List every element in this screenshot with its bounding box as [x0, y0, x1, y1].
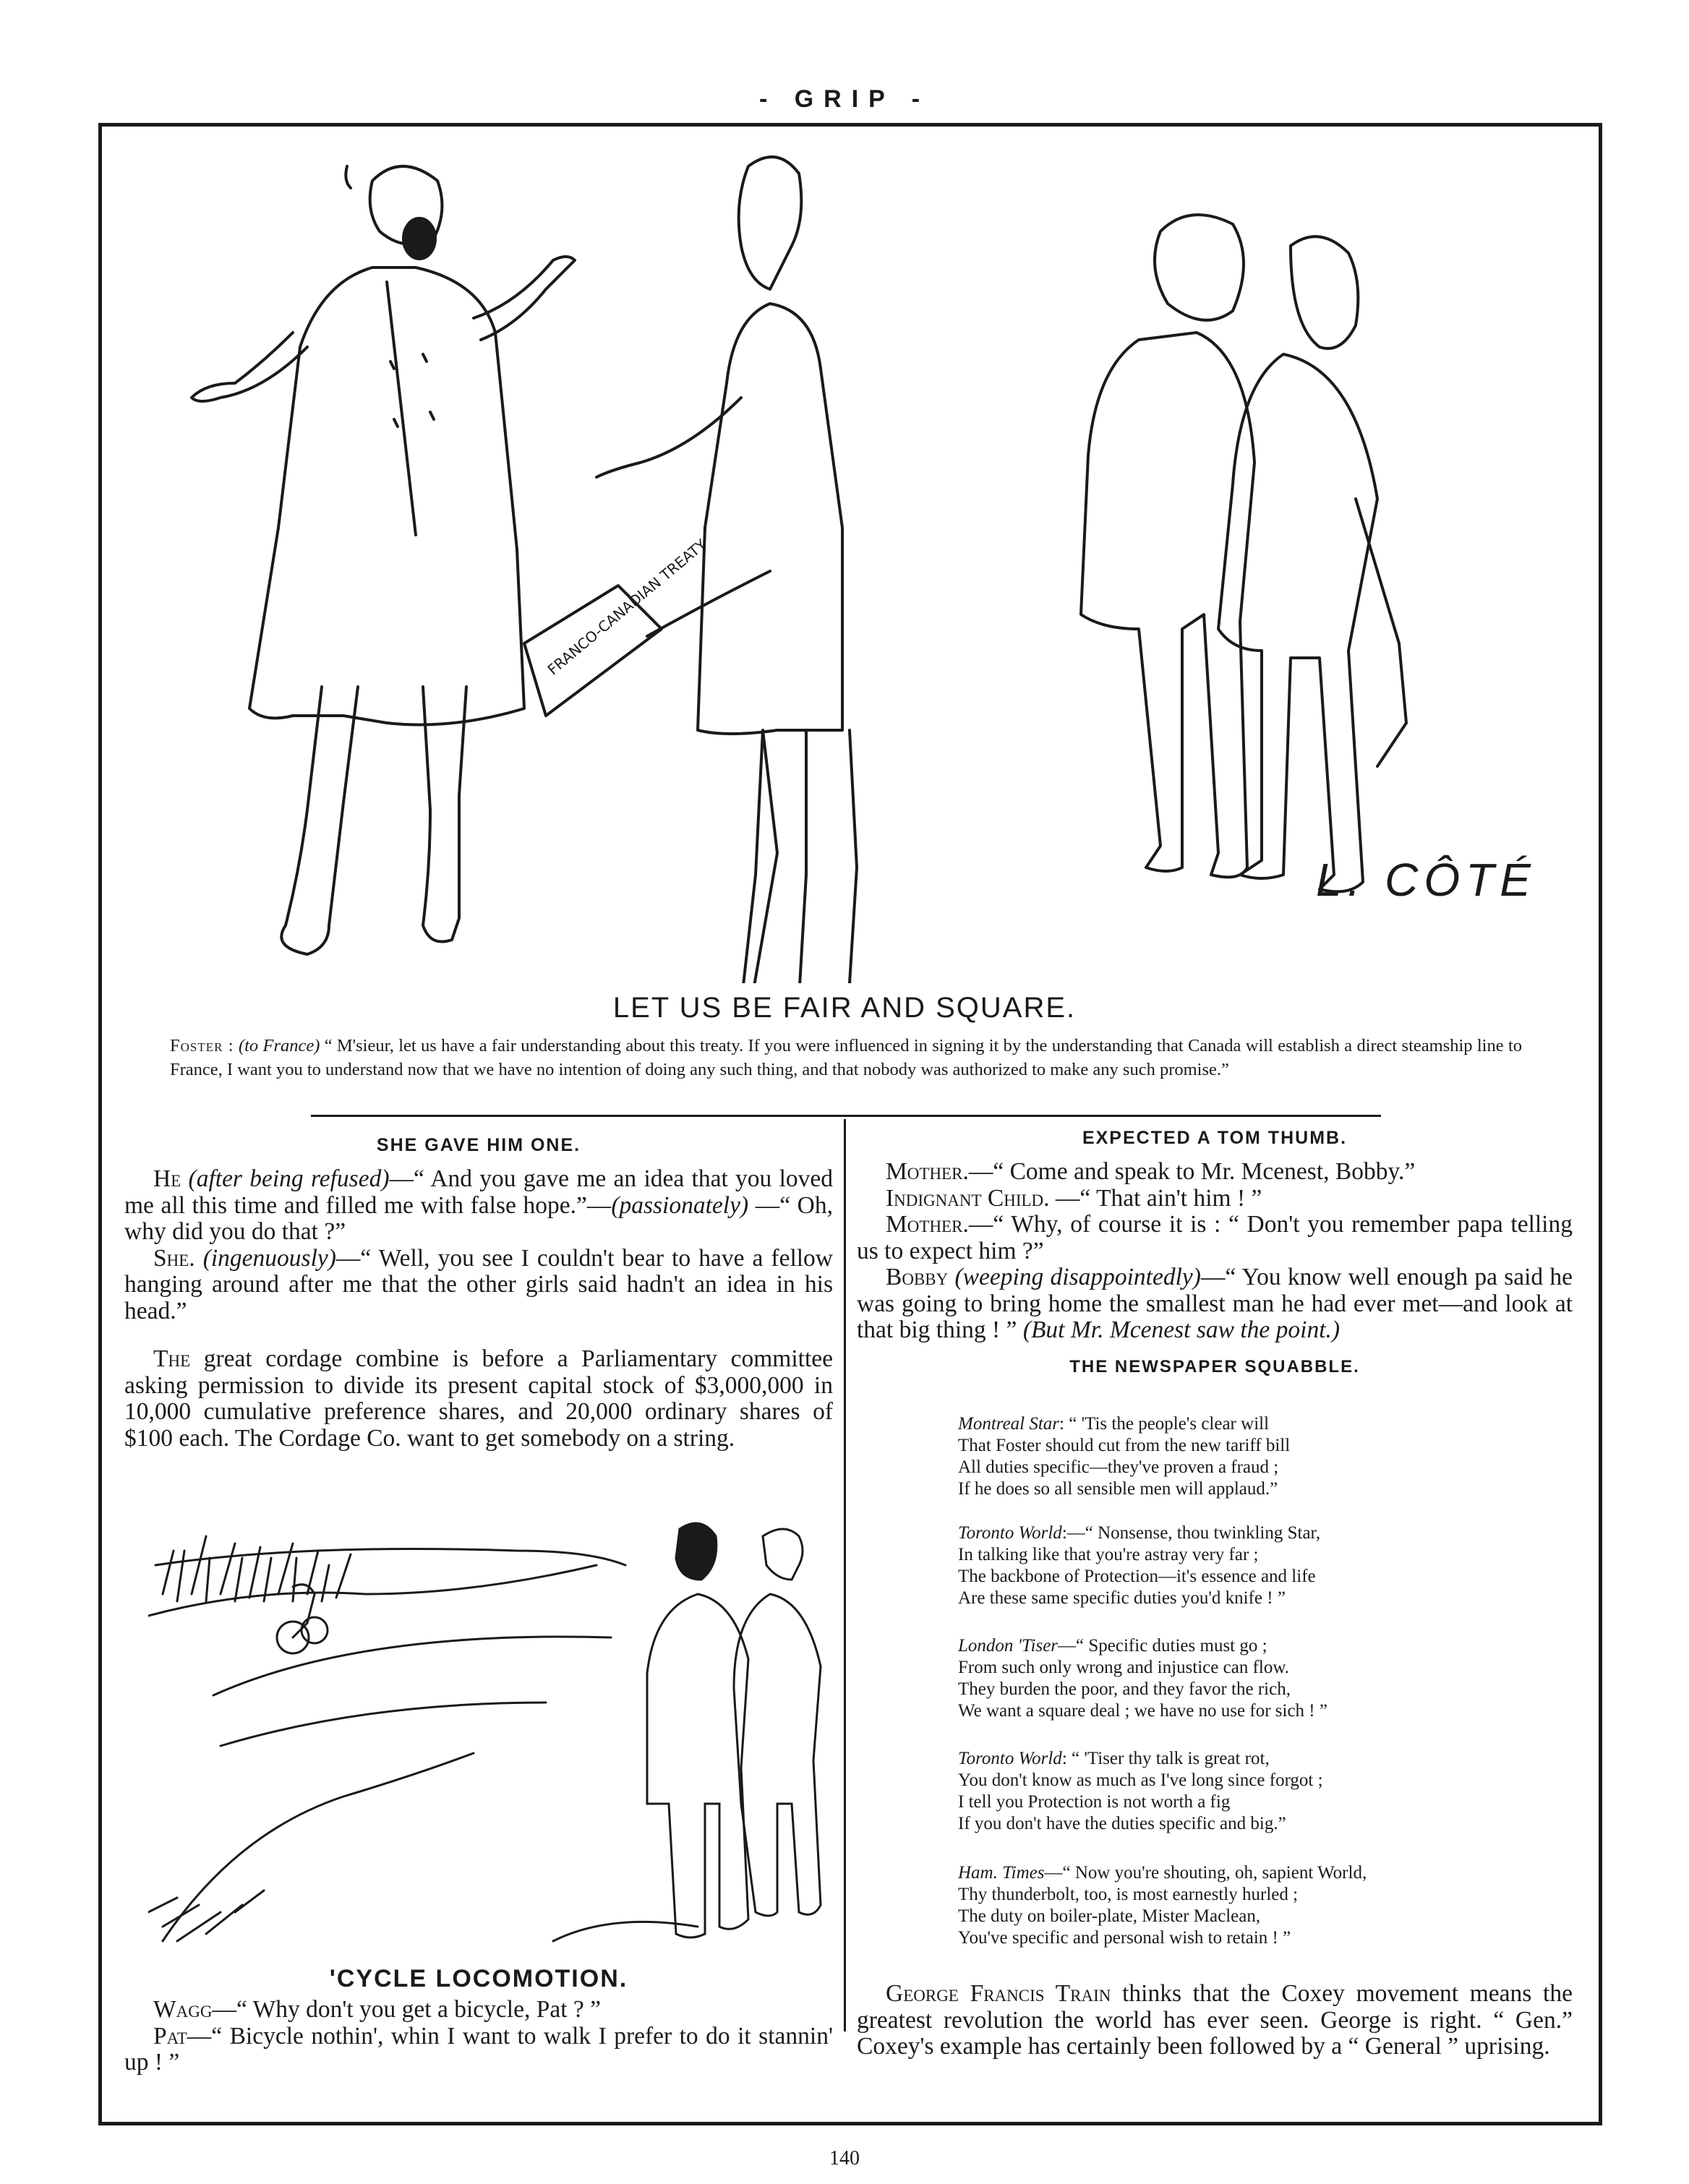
treaty-text: FRANCO-CANADIAN TREATY: [544, 535, 710, 679]
train-paragraph-block: [857, 1981, 1573, 2060]
cordage-lead: The: [153, 1345, 191, 1372]
stanza-line: The duty on boiler-plate, Mister Maclean,: [958, 1906, 1261, 1926]
speaker-bobby: Bobby: [886, 1264, 949, 1290]
mother-text-2: —“ Why, of course it is : “ Don't you remember papa telling us to expect him ?”: [857, 1211, 1573, 1264]
stanza-line: : “ 'Tiser thy talk is great rot,: [1061, 1749, 1270, 1768]
stanza-source: Toronto World: [958, 1749, 1062, 1768]
column-divider: [844, 1119, 846, 2031]
squabble-stanza-1: [958, 1413, 1536, 1500]
wagg-text: —“ Why don't you get a bicycle, Pat ? ”: [212, 1996, 601, 2023]
she-gave-heading: SHE GAVE HIM ONE.: [376, 1135, 581, 1155]
speaker-pat: Pat: [153, 2022, 187, 2050]
cycle-caption: [124, 1997, 833, 2076]
caption-direction: (to France): [238, 1036, 320, 1055]
tom-thumb-line-4: [857, 1264, 1573, 1344]
tom-thumb-line-1: [857, 1159, 1573, 1186]
bobby-text: —“ You know well enough pa said he was going to bring home the smallest man he had ever met—and look at that big thing ! ”: [857, 1264, 1573, 1343]
squabble-stanza-3: [958, 1635, 1536, 1722]
stanza-line: We want a square deal ; we have no use for sich ! ”: [958, 1701, 1327, 1721]
speaker-mother-2: Mother.: [886, 1211, 969, 1238]
speaker-wagg: Wagg: [153, 1996, 213, 2023]
she-line: —“ Well, you see I couldn't bear to have a fellow hanging around after me that the other girls said hadn't an idea in his head.”: [124, 1244, 833, 1324]
caption-speaker: Foster :: [170, 1036, 234, 1055]
stanza-line: You've specific and personal wish to retain ! ”: [958, 1928, 1291, 1948]
tom-thumb-line-2: [857, 1186, 1573, 1212]
squabble-stanza-5: [958, 1862, 1536, 1949]
stanza-line: The backbone of Protection—it's essence and life: [958, 1567, 1316, 1586]
stanza-line: —“ Specific duties must go ;: [1058, 1636, 1267, 1656]
direction-weeping: (weeping disappointedly): [954, 1264, 1201, 1290]
tom-thumb-punchline: (But Mr. Mcenest saw the point.): [1022, 1316, 1340, 1343]
right-column: [857, 1128, 1573, 1387]
stanza-line: —“ Now you're shouting, oh, sapient World,: [1044, 1863, 1367, 1883]
direction-after-refused: (after being refused): [188, 1165, 390, 1192]
tom-thumb-line-3: [857, 1212, 1573, 1264]
speaker-she: She.: [153, 1244, 195, 1272]
left-column: [124, 1135, 833, 1452]
tom-thumb-heading: EXPECTED A TOM THUMB.: [1082, 1128, 1348, 1148]
stanza-source: Ham. Times: [958, 1863, 1045, 1883]
masthead: - GRIP -: [758, 85, 931, 113]
stanza-line: :—“ Nonsense, thou twinkling Star,: [1061, 1523, 1321, 1543]
train-lead: George Francis Train: [886, 1980, 1111, 2007]
artist-signature: L. CÔTÉ: [1316, 854, 1536, 906]
stanza-line: They burden the poor, and they favor the rich,: [958, 1679, 1291, 1699]
onlookers-figures: [1081, 215, 1406, 891]
stanza-source: London 'Tiser: [958, 1636, 1059, 1656]
pat-text: —“ Bicycle nothin', whin I want to walk I prefer to do it stannin' up ! ”: [124, 2022, 833, 2076]
mother-text-1: —“ Come and speak to Mr. Mcenest, Bobby.”: [968, 1158, 1416, 1185]
page-number: 140: [829, 2147, 860, 2170]
stanza-line: Are these same specific duties you'd knife ! ”: [958, 1588, 1286, 1608]
direction-passionately: (passionately): [611, 1191, 749, 1219]
train-text: thinks that the Coxey movement means the greatest revolution the world has ever seen. George is right. “ Gen.” Coxey's example has certainly been followed by a “ General ” uprising.: [857, 1980, 1573, 2060]
treaty-document: [524, 535, 710, 716]
stanza-line: In talking like that you're astray very far ;: [958, 1545, 1259, 1564]
he-line: —“ And you gave me an idea that you loved me all this time and filled me with false hope.”—: [124, 1165, 834, 1219]
pat-line: [124, 2024, 833, 2076]
cartoon-cycle-locomotion: [148, 1507, 842, 1948]
cordage-paragraph: [124, 1346, 833, 1452]
wagg-and-pat-figures: [647, 1523, 821, 1937]
foster-figure: [192, 166, 575, 954]
france-figure: [597, 157, 886, 983]
direction-ingenuously: (ingenuously): [202, 1244, 336, 1272]
cordage-text: great cordage combine is before a Parliamentary committee asking permission to divide its present capital stock of $3,000,000 in 10,000 cumulative preference shares, and 20,000 ordinary shares of $100 each. The Cordage Co. want to get somebody on a string.: [124, 1345, 833, 1452]
cycle-cartoon-title: 'CYCLE LOCOMOTION.: [329, 1965, 628, 1992]
train-paragraph: [857, 1981, 1573, 2060]
stanza-line: That Foster should cut from the new tariff bill: [958, 1436, 1291, 1455]
she-gave-para-1: [124, 1166, 833, 1246]
speaker-he: He: [153, 1165, 181, 1192]
stanza-line: You don't know as much as I've long since forgot ;: [958, 1770, 1323, 1790]
squabble-stanza-4: [958, 1748, 1536, 1835]
main-cartoon-title: LET US BE FAIR AND SQUARE.: [612, 992, 1077, 1024]
stanza-source: Toronto World: [958, 1523, 1062, 1543]
stanza-line: : “ 'Tis the people's clear will: [1059, 1414, 1270, 1434]
wagg-line: [124, 1997, 833, 2024]
stanza-line: If he does so all sensible men will applaud.”: [958, 1479, 1278, 1499]
road-and-bushes: [148, 1536, 698, 1941]
squabble-heading: THE NEWSPAPER SQUABBLE.: [1069, 1356, 1360, 1376]
speaker-child: Indignant Child.: [886, 1184, 1050, 1212]
main-cartoon-caption: [170, 1034, 1522, 1082]
squabble-stanza-2: [958, 1523, 1536, 1609]
speaker-mother: Mother.: [886, 1158, 969, 1185]
he-line-2: —“ Oh, why did you do that ?”: [124, 1191, 833, 1245]
stanza-line: If you don't have the duties specific and big.”: [958, 1814, 1286, 1833]
child-text: —“ That ain't him ! ”: [1049, 1184, 1262, 1212]
stanza-line: From such only wrong and injustice can flow.: [958, 1658, 1290, 1677]
stanza-line: I tell you Protection is not worth a fig: [958, 1792, 1231, 1812]
she-gave-para-2: [124, 1246, 833, 1325]
stanza-line: Thy thunderbolt, too, is most earnestly hurled ;: [958, 1885, 1299, 1904]
caption-divider: [311, 1115, 1381, 1117]
stanza-line: All duties specific—they've proven a fraud ;: [958, 1457, 1279, 1477]
caption-text: “ M'sieur, let us have a fair understanding about this treaty. If you were influenced in signing it by the understanding that Canada will establish a direct steamship line to France, I want you to understand now that we have no intention of doing any such thing, and that nobody was authorized to make any such promise.”: [170, 1036, 1522, 1079]
stanza-source: Montreal Star: [958, 1414, 1060, 1434]
